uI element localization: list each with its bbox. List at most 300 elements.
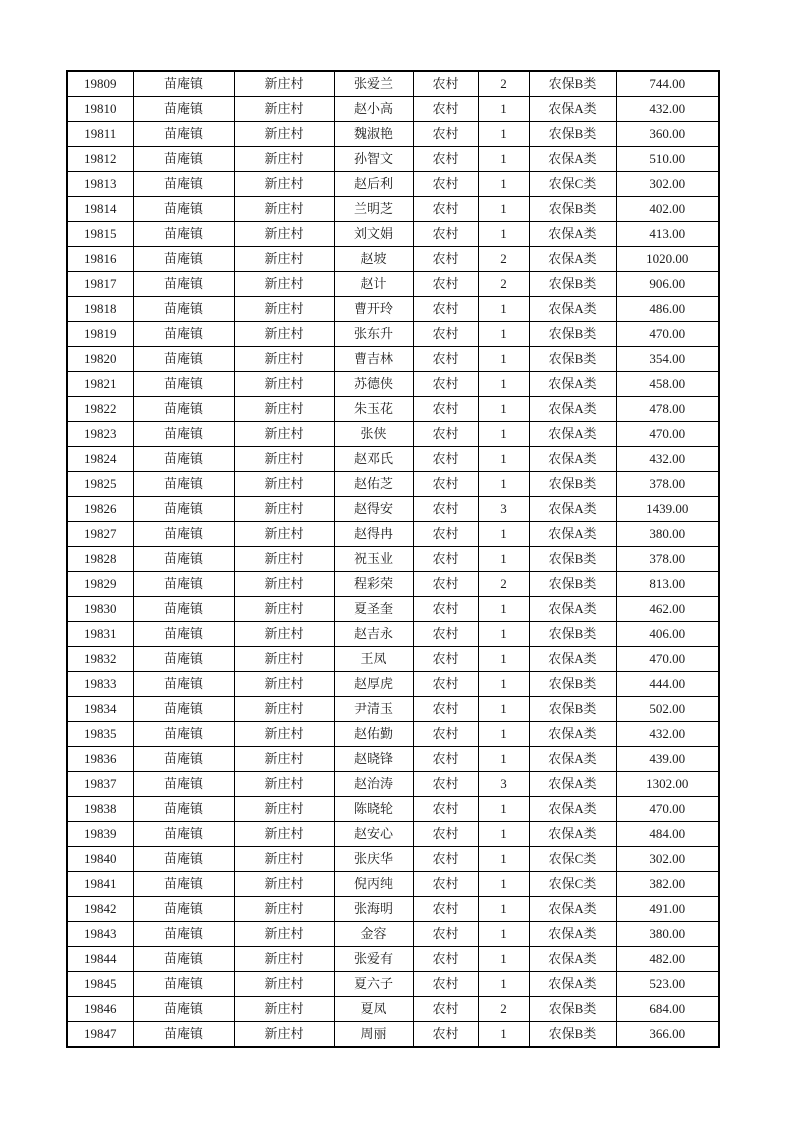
cell-amount: 486.00 (616, 297, 719, 322)
cell-village: 新庄村 (234, 522, 334, 547)
cell-town: 苗庵镇 (133, 872, 234, 897)
cell-town: 苗庵镇 (133, 822, 234, 847)
cell-town: 苗庵镇 (133, 997, 234, 1022)
cell-person-name: 赵佑芝 (334, 472, 413, 497)
cell-person-count: 1 (478, 147, 529, 172)
cell-amount: 1020.00 (616, 247, 719, 272)
cell-person-count: 1 (478, 622, 529, 647)
cell-person-count: 1 (478, 797, 529, 822)
cell-town: 苗庵镇 (133, 772, 234, 797)
cell-town: 苗庵镇 (133, 622, 234, 647)
cell-residence-type: 农村 (413, 847, 478, 872)
cell-id: 19829 (67, 572, 133, 597)
cell-residence-type: 农村 (413, 397, 478, 422)
cell-person-name: 金容 (334, 922, 413, 947)
cell-id: 19817 (67, 272, 133, 297)
cell-town: 苗庵镇 (133, 572, 234, 597)
cell-id: 19841 (67, 872, 133, 897)
cell-town: 苗庵镇 (133, 522, 234, 547)
cell-person-count: 1 (478, 547, 529, 572)
cell-person-name: 赵得冉 (334, 522, 413, 547)
cell-town: 苗庵镇 (133, 897, 234, 922)
cell-amount: 484.00 (616, 822, 719, 847)
cell-id: 19835 (67, 722, 133, 747)
cell-person-name: 赵邓氏 (334, 447, 413, 472)
cell-insurance-category: 农保B类 (529, 71, 616, 97)
cell-amount: 906.00 (616, 272, 719, 297)
table-body (67, 71, 719, 1047)
cell-amount: 523.00 (616, 972, 719, 997)
cell-residence-type: 农村 (413, 472, 478, 497)
cell-id: 19843 (67, 922, 133, 947)
table-row (67, 347, 719, 372)
cell-village: 新庄村 (234, 422, 334, 447)
cell-residence-type: 农村 (413, 672, 478, 697)
cell-village: 新庄村 (234, 797, 334, 822)
cell-town: 苗庵镇 (133, 322, 234, 347)
cell-amount: 813.00 (616, 572, 719, 597)
cell-person-name: 王凤 (334, 647, 413, 672)
table-row (67, 147, 719, 172)
cell-village: 新庄村 (234, 622, 334, 647)
cell-person-count: 2 (478, 997, 529, 1022)
cell-town: 苗庵镇 (133, 647, 234, 672)
table-row (67, 872, 719, 897)
cell-insurance-category: 农保A类 (529, 97, 616, 122)
cell-person-count: 1 (478, 97, 529, 122)
cell-person-name: 赵治涛 (334, 772, 413, 797)
cell-person-name: 赵小高 (334, 97, 413, 122)
cell-residence-type: 农村 (413, 872, 478, 897)
cell-amount: 470.00 (616, 322, 719, 347)
cell-amount: 354.00 (616, 347, 719, 372)
cell-insurance-category: 农保A类 (529, 372, 616, 397)
table-row (67, 322, 719, 347)
cell-village: 新庄村 (234, 947, 334, 972)
cell-person-name: 赵佑勤 (334, 722, 413, 747)
cell-insurance-category: 农保C类 (529, 847, 616, 872)
table-row (67, 822, 719, 847)
cell-amount: 366.00 (616, 1022, 719, 1048)
cell-amount: 360.00 (616, 122, 719, 147)
cell-town: 苗庵镇 (133, 472, 234, 497)
cell-id: 19822 (67, 397, 133, 422)
cell-person-count: 1 (478, 397, 529, 422)
cell-town: 苗庵镇 (133, 972, 234, 997)
cell-amount: 502.00 (616, 697, 719, 722)
cell-town: 苗庵镇 (133, 597, 234, 622)
cell-insurance-category: 农保A类 (529, 247, 616, 272)
cell-residence-type: 农村 (413, 997, 478, 1022)
cell-person-name: 孙智文 (334, 147, 413, 172)
cell-village: 新庄村 (234, 97, 334, 122)
cell-residence-type: 农村 (413, 647, 478, 672)
cell-residence-type: 农村 (413, 297, 478, 322)
cell-village: 新庄村 (234, 872, 334, 897)
cell-amount: 380.00 (616, 522, 719, 547)
cell-amount: 491.00 (616, 897, 719, 922)
cell-residence-type: 农村 (413, 497, 478, 522)
cell-person-count: 1 (478, 647, 529, 672)
cell-residence-type: 农村 (413, 97, 478, 122)
cell-insurance-category: 农保A类 (529, 297, 616, 322)
cell-town: 苗庵镇 (133, 272, 234, 297)
cell-person-count: 1 (478, 847, 529, 872)
cell-person-name: 赵厚虎 (334, 672, 413, 697)
cell-residence-type: 农村 (413, 322, 478, 347)
cell-residence-type: 农村 (413, 822, 478, 847)
table-row (67, 397, 719, 422)
cell-insurance-category: 农保A类 (529, 947, 616, 972)
cell-amount: 458.00 (616, 372, 719, 397)
cell-town: 苗庵镇 (133, 697, 234, 722)
cell-id: 19819 (67, 322, 133, 347)
cell-amount: 382.00 (616, 872, 719, 897)
cell-id: 19839 (67, 822, 133, 847)
cell-residence-type: 农村 (413, 947, 478, 972)
cell-town: 苗庵镇 (133, 497, 234, 522)
cell-residence-type: 农村 (413, 122, 478, 147)
table-row (67, 522, 719, 547)
cell-residence-type: 农村 (413, 597, 478, 622)
cell-id: 19832 (67, 647, 133, 672)
cell-id: 19820 (67, 347, 133, 372)
cell-person-count: 2 (478, 247, 529, 272)
cell-person-count: 1 (478, 722, 529, 747)
cell-town: 苗庵镇 (133, 372, 234, 397)
cell-village: 新庄村 (234, 647, 334, 672)
table-row (67, 372, 719, 397)
cell-person-name: 周丽 (334, 1022, 413, 1048)
cell-residence-type: 农村 (413, 572, 478, 597)
cell-id: 19846 (67, 997, 133, 1022)
cell-id: 19844 (67, 947, 133, 972)
cell-person-name: 魏淑艳 (334, 122, 413, 147)
cell-town: 苗庵镇 (133, 847, 234, 872)
cell-amount: 413.00 (616, 222, 719, 247)
table-row (67, 972, 719, 997)
cell-village: 新庄村 (234, 147, 334, 172)
cell-town: 苗庵镇 (133, 722, 234, 747)
cell-insurance-category: 农保A类 (529, 747, 616, 772)
cell-amount: 378.00 (616, 472, 719, 497)
cell-residence-type: 农村 (413, 622, 478, 647)
cell-amount: 1439.00 (616, 497, 719, 522)
table-row (67, 297, 719, 322)
cell-residence-type: 农村 (413, 522, 478, 547)
cell-person-name: 赵计 (334, 272, 413, 297)
table-row (67, 622, 719, 647)
cell-person-count: 1 (478, 822, 529, 847)
cell-id: 19811 (67, 122, 133, 147)
cell-person-name: 夏圣奎 (334, 597, 413, 622)
cell-village: 新庄村 (234, 922, 334, 947)
cell-insurance-category: 农保B类 (529, 472, 616, 497)
cell-residence-type: 农村 (413, 772, 478, 797)
table-row (67, 847, 719, 872)
cell-village: 新庄村 (234, 172, 334, 197)
cell-id: 19831 (67, 622, 133, 647)
cell-village: 新庄村 (234, 347, 334, 372)
cell-id: 19847 (67, 1022, 133, 1048)
cell-amount: 432.00 (616, 722, 719, 747)
cell-insurance-category: 农保C类 (529, 872, 616, 897)
cell-village: 新庄村 (234, 847, 334, 872)
cell-insurance-category: 农保B类 (529, 272, 616, 297)
cell-insurance-category: 农保B类 (529, 347, 616, 372)
cell-person-count: 3 (478, 497, 529, 522)
cell-person-count: 1 (478, 522, 529, 547)
cell-person-count: 1 (478, 422, 529, 447)
table-row (67, 922, 719, 947)
cell-insurance-category: 农保A类 (529, 497, 616, 522)
cell-person-name: 张海明 (334, 897, 413, 922)
cell-village: 新庄村 (234, 397, 334, 422)
table-row (67, 71, 719, 97)
cell-insurance-category: 农保A类 (529, 447, 616, 472)
cell-village: 新庄村 (234, 322, 334, 347)
cell-id: 19830 (67, 597, 133, 622)
cell-village: 新庄村 (234, 297, 334, 322)
cell-person-name: 赵得安 (334, 497, 413, 522)
cell-village: 新庄村 (234, 997, 334, 1022)
cell-village: 新庄村 (234, 372, 334, 397)
cell-person-name: 兰明芝 (334, 197, 413, 222)
cell-person-count: 1 (478, 122, 529, 147)
cell-residence-type: 农村 (413, 372, 478, 397)
cell-town: 苗庵镇 (133, 672, 234, 697)
cell-id: 19838 (67, 797, 133, 822)
table-row (67, 722, 719, 747)
cell-insurance-category: 农保A类 (529, 772, 616, 797)
cell-id: 19813 (67, 172, 133, 197)
cell-residence-type: 农村 (413, 697, 478, 722)
cell-insurance-category: 农保C类 (529, 172, 616, 197)
cell-town: 苗庵镇 (133, 97, 234, 122)
cell-residence-type: 农村 (413, 172, 478, 197)
cell-person-count: 1 (478, 472, 529, 497)
cell-person-count: 1 (478, 322, 529, 347)
table-row (67, 997, 719, 1022)
cell-person-name: 陈晓轮 (334, 797, 413, 822)
cell-residence-type: 农村 (413, 447, 478, 472)
cell-id: 19833 (67, 672, 133, 697)
cell-person-name: 祝玉业 (334, 547, 413, 572)
cell-person-name: 曹吉林 (334, 347, 413, 372)
cell-town: 苗庵镇 (133, 447, 234, 472)
cell-id: 19815 (67, 222, 133, 247)
cell-insurance-category: 农保A类 (529, 897, 616, 922)
cell-insurance-category: 农保A类 (529, 647, 616, 672)
cell-village: 新庄村 (234, 122, 334, 147)
cell-town: 苗庵镇 (133, 147, 234, 172)
cell-residence-type: 农村 (413, 1022, 478, 1048)
cell-insurance-category: 农保B类 (529, 672, 616, 697)
cell-id: 19834 (67, 697, 133, 722)
cell-residence-type: 农村 (413, 797, 478, 822)
cell-person-count: 1 (478, 922, 529, 947)
cell-amount: 302.00 (616, 847, 719, 872)
cell-id: 19827 (67, 522, 133, 547)
cell-insurance-category: 农保A类 (529, 147, 616, 172)
table-row (67, 772, 719, 797)
cell-person-count: 1 (478, 347, 529, 372)
cell-insurance-category: 农保B类 (529, 572, 616, 597)
cell-town: 苗庵镇 (133, 922, 234, 947)
cell-id: 19825 (67, 472, 133, 497)
table-row (67, 247, 719, 272)
cell-residence-type: 农村 (413, 922, 478, 947)
cell-id: 19845 (67, 972, 133, 997)
cell-residence-type: 农村 (413, 722, 478, 747)
cell-amount: 444.00 (616, 672, 719, 697)
cell-person-name: 张爱兰 (334, 71, 413, 97)
cell-village: 新庄村 (234, 197, 334, 222)
cell-village: 新庄村 (234, 247, 334, 272)
cell-village: 新庄村 (234, 672, 334, 697)
cell-insurance-category: 农保A类 (529, 397, 616, 422)
cell-amount: 302.00 (616, 172, 719, 197)
cell-amount: 462.00 (616, 597, 719, 622)
cell-town: 苗庵镇 (133, 197, 234, 222)
cell-village: 新庄村 (234, 1022, 334, 1048)
cell-person-name: 刘文娟 (334, 222, 413, 247)
cell-insurance-category: 农保A类 (529, 422, 616, 447)
cell-person-count: 1 (478, 897, 529, 922)
cell-town: 苗庵镇 (133, 422, 234, 447)
cell-amount: 478.00 (616, 397, 719, 422)
cell-amount: 470.00 (616, 647, 719, 672)
table-row (67, 797, 719, 822)
cell-amount: 470.00 (616, 797, 719, 822)
cell-insurance-category: 农保A类 (529, 922, 616, 947)
cell-id: 19818 (67, 297, 133, 322)
cell-insurance-category: 农保A类 (529, 972, 616, 997)
cell-town: 苗庵镇 (133, 747, 234, 772)
cell-amount: 744.00 (616, 71, 719, 97)
cell-insurance-category: 农保B类 (529, 547, 616, 572)
cell-residence-type: 农村 (413, 272, 478, 297)
cell-person-name: 张爱有 (334, 947, 413, 972)
cell-person-count: 1 (478, 297, 529, 322)
cell-village: 新庄村 (234, 697, 334, 722)
cell-person-count: 1 (478, 697, 529, 722)
cell-amount: 378.00 (616, 547, 719, 572)
cell-insurance-category: 农保A类 (529, 522, 616, 547)
table-row (67, 697, 719, 722)
cell-person-name: 倪丙纯 (334, 872, 413, 897)
cell-person-count: 1 (478, 372, 529, 397)
cell-person-name: 赵吉永 (334, 622, 413, 647)
cell-person-count: 3 (478, 772, 529, 797)
cell-residence-type: 农村 (413, 747, 478, 772)
cell-id: 19810 (67, 97, 133, 122)
cell-residence-type: 农村 (413, 197, 478, 222)
cell-person-name: 赵晓锋 (334, 747, 413, 772)
cell-id: 19836 (67, 747, 133, 772)
table-row (67, 672, 719, 697)
table-row (67, 547, 719, 572)
cell-insurance-category: 农保A类 (529, 222, 616, 247)
cell-id: 19842 (67, 897, 133, 922)
table-row (67, 97, 719, 122)
cell-insurance-category: 农保B类 (529, 197, 616, 222)
cell-person-count: 1 (478, 597, 529, 622)
cell-insurance-category: 农保B类 (529, 622, 616, 647)
cell-id: 19837 (67, 772, 133, 797)
cell-town: 苗庵镇 (133, 297, 234, 322)
cell-village: 新庄村 (234, 447, 334, 472)
cell-person-count: 1 (478, 197, 529, 222)
cell-id: 19816 (67, 247, 133, 272)
cell-village: 新庄村 (234, 547, 334, 572)
table-row (67, 222, 719, 247)
cell-residence-type: 农村 (413, 972, 478, 997)
cell-person-count: 1 (478, 947, 529, 972)
cell-person-name: 苏德侠 (334, 372, 413, 397)
cell-residence-type: 农村 (413, 897, 478, 922)
cell-person-count: 2 (478, 272, 529, 297)
cell-person-name: 赵安心 (334, 822, 413, 847)
table-row (67, 447, 719, 472)
cell-person-name: 曹开玲 (334, 297, 413, 322)
table-row (67, 1022, 719, 1048)
cell-amount: 432.00 (616, 447, 719, 472)
cell-id: 19828 (67, 547, 133, 572)
cell-person-count: 2 (478, 572, 529, 597)
cell-insurance-category: 农保B类 (529, 1022, 616, 1048)
cell-residence-type: 农村 (413, 222, 478, 247)
cell-id: 19826 (67, 497, 133, 522)
table-row (67, 947, 719, 972)
cell-town: 苗庵镇 (133, 797, 234, 822)
cell-person-name: 张侠 (334, 422, 413, 447)
cell-amount: 482.00 (616, 947, 719, 972)
cell-person-count: 1 (478, 972, 529, 997)
cell-amount: 470.00 (616, 422, 719, 447)
cell-insurance-category: 农保A类 (529, 797, 616, 822)
cell-village: 新庄村 (234, 497, 334, 522)
cell-insurance-category: 农保B类 (529, 122, 616, 147)
cell-town: 苗庵镇 (133, 172, 234, 197)
cell-person-name: 张庆华 (334, 847, 413, 872)
cell-village: 新庄村 (234, 822, 334, 847)
cell-amount: 439.00 (616, 747, 719, 772)
cell-person-count: 2 (478, 71, 529, 97)
cell-insurance-category: 农保B类 (529, 697, 616, 722)
cell-town: 苗庵镇 (133, 397, 234, 422)
cell-person-name: 赵后利 (334, 172, 413, 197)
table-row (67, 197, 719, 222)
cell-residence-type: 农村 (413, 147, 478, 172)
cell-village: 新庄村 (234, 772, 334, 797)
cell-residence-type: 农村 (413, 247, 478, 272)
cell-amount: 684.00 (616, 997, 719, 1022)
cell-person-name: 程彩荣 (334, 572, 413, 597)
cell-insurance-category: 农保B类 (529, 322, 616, 347)
cell-person-name: 夏六子 (334, 972, 413, 997)
cell-town: 苗庵镇 (133, 71, 234, 97)
table-row (67, 572, 719, 597)
cell-insurance-category: 农保A类 (529, 722, 616, 747)
cell-town: 苗庵镇 (133, 947, 234, 972)
cell-person-name: 尹清玉 (334, 697, 413, 722)
payment-detail-table (66, 70, 720, 1048)
cell-residence-type: 农村 (413, 547, 478, 572)
cell-village: 新庄村 (234, 897, 334, 922)
cell-town: 苗庵镇 (133, 222, 234, 247)
cell-village: 新庄村 (234, 222, 334, 247)
